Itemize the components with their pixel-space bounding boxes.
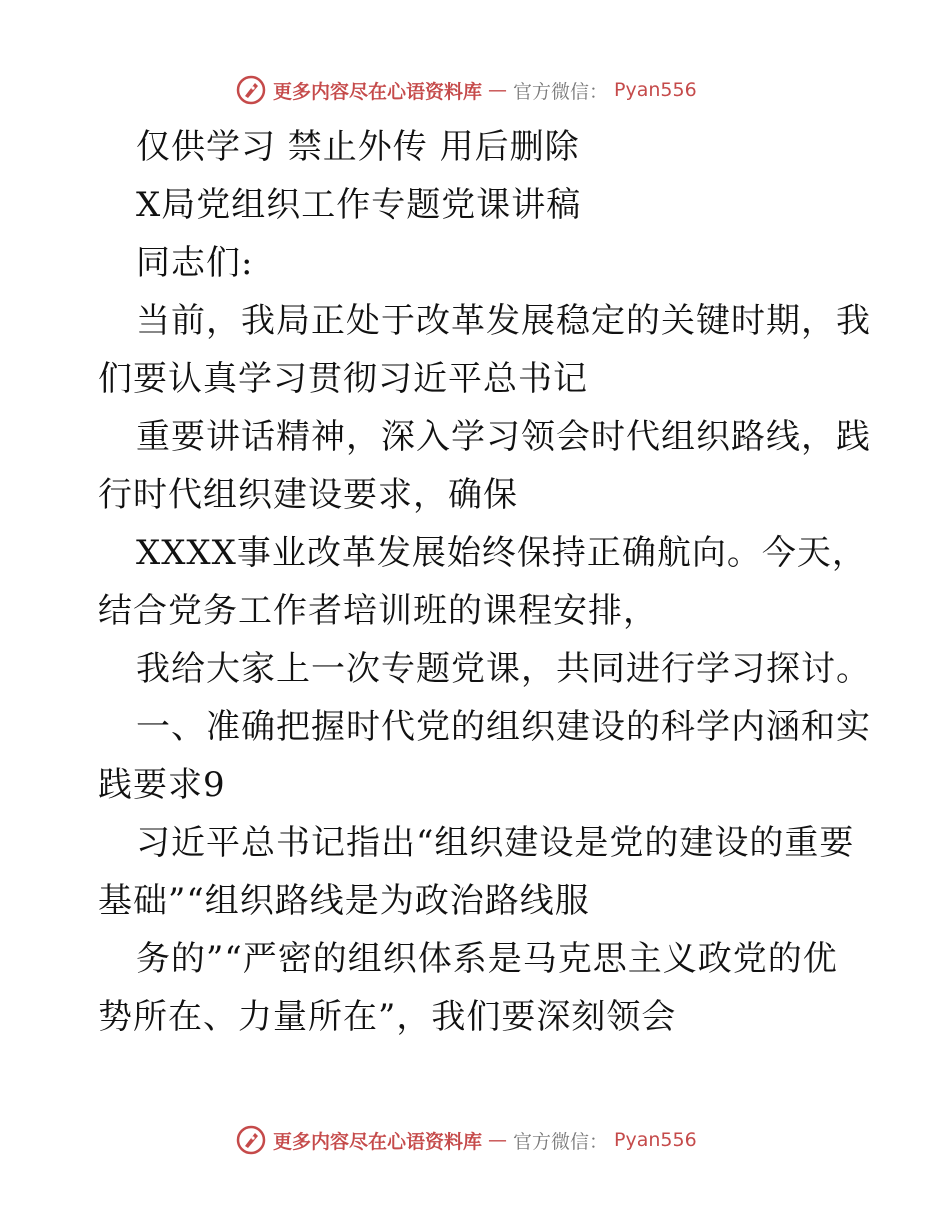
watermark-site-text: 更多内容尽在心语资料库: [273, 80, 483, 103]
paragraph-line: 务的”“严密的组织体系是马克思主义政党的优: [136, 939, 838, 979]
salutation: 同志们:: [136, 243, 254, 283]
paragraph-line: 基础”“组织路线是为政治路线服: [98, 881, 590, 921]
notice-line: 仅供学习 禁止外传 用后删除: [136, 127, 580, 167]
watermark-wechat-id: Pyan556: [614, 1129, 697, 1151]
watermark-dash: —: [488, 1129, 508, 1151]
paragraph-line: 当前，我局正处于改革发展稳定的关键时期，我: [136, 301, 871, 341]
section-heading-continued: 践要求9: [98, 765, 226, 805]
watermark-wechat-label: 官方微信：: [513, 80, 609, 103]
pen-nib-circle-icon: [235, 74, 267, 106]
watermark-site-text: 更多内容尽在心语资料库: [273, 1130, 483, 1153]
paragraph-line: 们要认真学习贯彻习近平总书记: [98, 359, 588, 399]
footer-watermark: [235, 1122, 697, 1158]
paragraph-line: 重要讲话精神，深入学习领会时代组织路线，践: [136, 417, 871, 457]
document-body: [98, 118, 871, 1046]
paragraph-line: 行时代组织建设要求，确保: [98, 475, 518, 515]
paragraph-line: 结合党务工作者培训班的课程安排，: [98, 591, 658, 631]
paragraph-line: 势所在、力量所在”，我们要深刻领会: [98, 997, 677, 1037]
watermark-wechat-id: Pyan556: [614, 79, 697, 101]
section-heading: 一、准确把握时代党的组织建设的科学内涵和实: [136, 707, 871, 747]
paragraph-line: 习近平总书记指出“组织建设是党的建设的重要: [136, 823, 855, 863]
watermark-wechat-label: 官方微信：: [513, 1130, 609, 1153]
watermark-dash: —: [488, 79, 508, 101]
document-title: X局党组织工作专题党课讲稿: [136, 185, 582, 225]
paragraph-line: XXXX事业改革发展始终保持正确航向。今天，: [136, 533, 867, 573]
header-watermark: [235, 72, 697, 108]
pen-nib-circle-icon: [235, 1124, 267, 1156]
paragraph-line: 我给大家上一次专题党课，共同进行学习探讨。: [136, 649, 871, 689]
